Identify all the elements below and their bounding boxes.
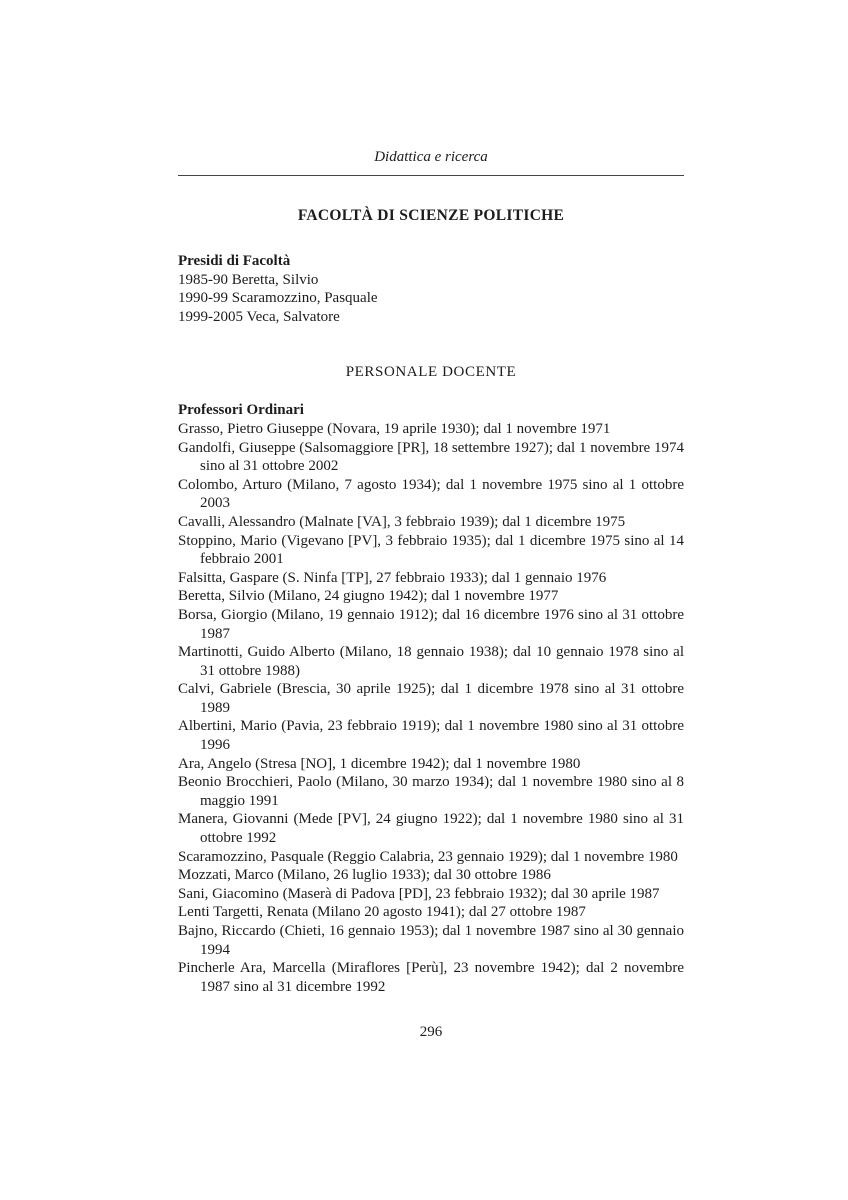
professor-entry: Scaramozzino, Pasquale (Reggio Calabria, 23 gennaio 1929); dal 1 novembre 1980 — [178, 848, 678, 865]
professor-entry: Pincherle Ara, Marcella (Miraflores [Perù], 23 novembre 1942); dal 2 novembre 1987 sino al 31 dicembre 1992 — [178, 960, 684, 995]
personale-docente-heading: PERSONALE DOCENTE — [345, 364, 517, 381]
page-content — [178, 0, 684, 1042]
presidi-heading: Presidi di Facoltà — [178, 253, 291, 269]
page-footer — [178, 1023, 684, 1042]
header-divider — [178, 175, 684, 176]
running-header: Didattica e ricerca — [374, 149, 488, 165]
presidi-section — [178, 252, 684, 326]
presidi-item: 1999-2005 Veca, Salvatore — [178, 308, 340, 325]
professor-entry: Cavalli, Alessandro (Malnate [VA], 3 febbraio 1939); dal 1 dicembre 1975 — [178, 513, 626, 530]
page-header — [178, 148, 684, 176]
professor-entry: Sani, Giacomino (Maserà di Padova [PD], 23 febbraio 1932); dal 30 aprile 1987 — [178, 885, 660, 902]
presidi-item: 1990-99 Scaramozzino, Pasquale — [178, 290, 378, 307]
professor-entry: Stoppino, Mario (Vigevano [PV], 3 febbraio 1935); dal 1 dicembre 1975 sino al 14 febbraio 2001 — [178, 532, 684, 568]
professor-entry: Grasso, Pietro Giuseppe (Novara, 19 aprile 1930); dal 1 novembre 1971 — [178, 420, 611, 437]
professori-ordinari-section — [178, 401, 684, 996]
professor-entry: Beretta, Silvio (Milano, 24 giugno 1942); dal 1 novembre 1977 — [178, 588, 559, 605]
professor-entry: Albertini, Mario (Pavia, 23 febbraio 1919); dal 1 novembre 1980 sino al 31 ottobre 1996 — [178, 718, 684, 754]
professor-entry: Manera, Giovanni (Mede [PV], 24 giugno 1922); dal 1 novembre 1980 sino al 31 ottobre 1992 — [178, 811, 684, 847]
professor-entry: Calvi, Gabriele (Brescia, 30 aprile 1925); dal 1 dicembre 1978 sino al 31 ottobre 1989 — [178, 681, 684, 716]
professor-entry: Martinotti, Guido Alberto (Milano, 18 gennaio 1938); dal 10 gennaio 1978 sino al 31 ottobre 1988) — [178, 644, 684, 679]
professori-ordinari-heading: Professori Ordinari — [178, 402, 304, 419]
professor-entry: Bajno, Riccardo (Chieti, 16 gennaio 1953); dal 1 novembre 1987 sino al 30 gennaio 1994 — [178, 923, 684, 958]
faculty-title: FACOLTÀ DI SCIENZE POLITICHE — [297, 207, 565, 224]
professor-entry: Gandolfi, Giuseppe (Salsomaggiore [PR], 18 settembre 1927); dal 1 novembre 1974 sino al 31 ottobre 2002 — [178, 439, 684, 475]
presidi-item: 1985-90 Beretta, Silvio — [178, 271, 319, 288]
professor-entry: Beonio Brocchieri, Paolo (Milano, 30 marzo 1934); dal 1 novembre 1980 sino al 8 maggio 1991 — [178, 774, 684, 809]
professor-entry: Ara, Angelo (Stresa [NO], 1 dicembre 1942); dal 1 novembre 1980 — [178, 755, 581, 772]
professor-entry: Borsa, Giorgio (Milano, 19 gennaio 1912); dal 16 dicembre 1976 sino al 31 ottobre 1987 — [178, 606, 684, 642]
page-number: 296 — [419, 1024, 443, 1041]
professor-entry: Falsitta, Gaspare (S. Ninfa [TP], 27 febbraio 1933); dal 1 gennaio 1976 — [178, 569, 607, 586]
professor-entry: Lenti Targetti, Renata (Milano 20 agosto 1941); dal 27 ottobre 1987 — [178, 904, 586, 921]
professor-entry: Colombo, Arturo (Milano, 7 agosto 1934); dal 1 novembre 1975 sino al 1 ottobre 2003 — [178, 476, 684, 512]
professor-entry: Mozzati, Marco (Milano, 26 luglio 1933); dal 30 ottobre 1986 — [178, 867, 551, 884]
professor-entry-list — [178, 420, 684, 996]
